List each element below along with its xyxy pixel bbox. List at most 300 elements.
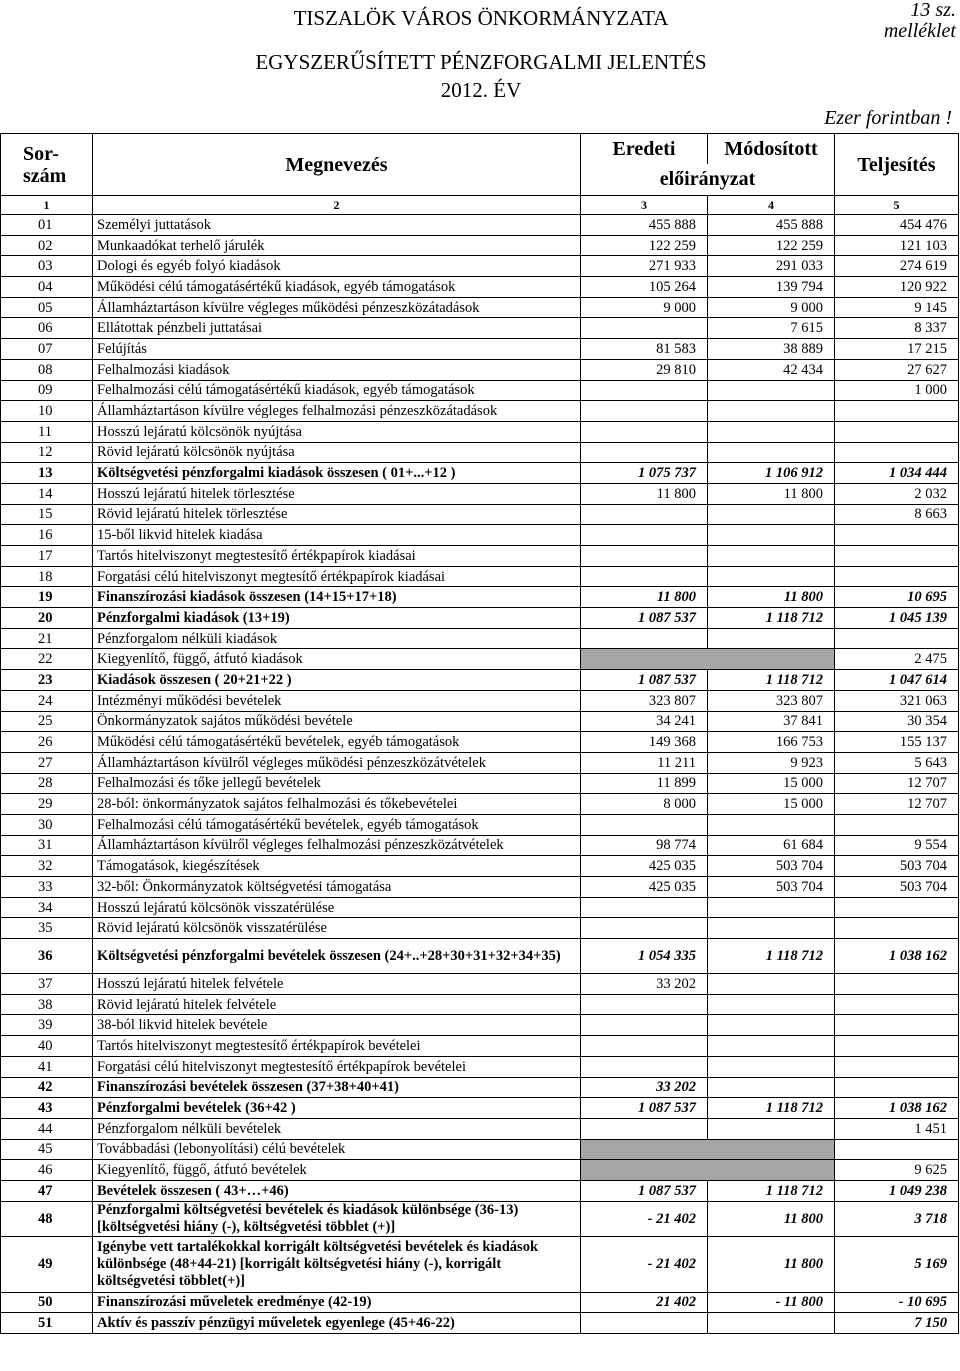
row-modositott-value: 323 807 (708, 690, 835, 711)
row-teljesites-value (835, 1056, 959, 1077)
row-label: Pénzforgalmi költségvetési bevételek és kiadások különbsége (36-13) [költségvetési hiány (-), költségvetési többlet (+)] (93, 1201, 581, 1236)
row-number: 01 (1, 215, 93, 236)
row-teljesites-value (835, 897, 959, 918)
row-teljesites-value (835, 525, 959, 546)
row-eredeti-value (581, 1160, 835, 1181)
row-teljesites-value: 8 663 (835, 504, 959, 525)
row-modositott-value: - 11 800 (708, 1292, 835, 1313)
table-row (1, 608, 959, 629)
table-row (1, 297, 959, 318)
row-label: Pénzforgalom nélküli kiadások (93, 628, 581, 649)
table-row (1, 421, 959, 442)
table-row (1, 1077, 959, 1098)
row-label: Államháztartáson kívülre végleges felhalmozási pénzeszközátadások (93, 401, 581, 422)
row-modositott-value (708, 401, 835, 422)
col-number-3: 3 (581, 196, 708, 215)
row-number: 14 (1, 483, 93, 504)
col-header-teljesites: Teljesítés (835, 134, 959, 196)
report-title: EGYSZERŰSÍTETT PÉNZFORGALMI JELENTÉS (255, 50, 707, 74)
row-modositott-value: 11 800 (708, 1201, 835, 1236)
row-modositott-value: 1 118 712 (708, 1098, 835, 1119)
row-eredeti-value: 33 202 (581, 974, 708, 995)
row-eredeti-value: 323 807 (581, 690, 708, 711)
row-teljesites-value: 321 063 (835, 690, 959, 711)
row-number: 11 (1, 421, 93, 442)
row-number: 19 (1, 587, 93, 608)
table-row (1, 835, 959, 856)
table-body (1, 215, 959, 1334)
row-modositott-value: 1 118 712 (708, 1180, 835, 1201)
row-eredeti-value: 1 087 537 (581, 670, 708, 691)
row-number: 46 (1, 1160, 93, 1181)
row-teljesites-value: 1 047 614 (835, 670, 959, 691)
row-label: Hosszú lejáratú hitelek törlesztése (93, 483, 581, 504)
row-modositott-value: 122 259 (708, 235, 835, 256)
row-modositott-value (708, 897, 835, 918)
table-row (1, 752, 959, 773)
row-eredeti-value (581, 504, 708, 525)
row-modositott-value (708, 421, 835, 442)
row-teljesites-value: 17 215 (835, 339, 959, 360)
row-teljesites-value (835, 1139, 959, 1160)
row-teljesites-value: 454 476 (835, 215, 959, 236)
row-teljesites-value (835, 994, 959, 1015)
col-header-modositott: Módosított (708, 134, 835, 164)
row-number: 49 (1, 1236, 93, 1292)
row-teljesites-value (835, 814, 959, 835)
row-eredeti-value (581, 897, 708, 918)
row-eredeti-value (581, 649, 835, 670)
row-number: 25 (1, 711, 93, 732)
row-label: Felújítás (93, 339, 581, 360)
row-eredeti-value: 34 241 (581, 711, 708, 732)
row-label: Hosszú lejáratú hitelek felvétele (93, 974, 581, 995)
row-label: Dologi és egyéb folyó kiadások (93, 256, 581, 277)
row-teljesites-value (835, 918, 959, 939)
row-eredeti-value (581, 1056, 708, 1077)
row-teljesites-value: 120 922 (835, 277, 959, 298)
row-teljesites-value (835, 421, 959, 442)
table-row (1, 690, 959, 711)
row-label: Bevételek összesen ( 43+…+46) (93, 1180, 581, 1201)
row-modositott-value: 503 704 (708, 856, 835, 877)
row-number: 29 (1, 794, 93, 815)
row-modositott-value: 1 118 712 (708, 939, 835, 974)
row-eredeti-value: 33 202 (581, 1077, 708, 1098)
row-eredeti-value: 1 087 537 (581, 1180, 708, 1201)
row-label: Finanszírozási kiadások összesen (14+15+17+18) (93, 587, 581, 608)
col-header-megnevezes: Megnevezés (93, 134, 581, 196)
row-number: 23 (1, 670, 93, 691)
row-eredeti-value: 11 899 (581, 773, 708, 794)
table-row (1, 546, 959, 567)
table-row (1, 628, 959, 649)
row-label: Hosszú lejáratú kölcsönök nyújtása (93, 421, 581, 442)
table-row (1, 463, 959, 484)
row-eredeti-value (581, 1139, 835, 1160)
row-eredeti-value: 122 259 (581, 235, 708, 256)
table-row (1, 256, 959, 277)
row-eredeti-value (581, 380, 708, 401)
table-row (1, 339, 959, 360)
row-teljesites-value: 1 034 444 (835, 463, 959, 484)
table-row (1, 1036, 959, 1057)
row-number: 34 (1, 897, 93, 918)
row-number: 26 (1, 732, 93, 753)
row-number: 47 (1, 1180, 93, 1201)
row-modositott-value: 11 800 (708, 587, 835, 608)
row-teljesites-value: 1 038 162 (835, 1098, 959, 1119)
table-row (1, 732, 959, 753)
row-number: 36 (1, 939, 93, 974)
row-eredeti-value (581, 401, 708, 422)
row-eredeti-value: 271 933 (581, 256, 708, 277)
row-modositott-value (708, 546, 835, 567)
row-modositott-value (708, 442, 835, 463)
row-label: Személyi juttatások (93, 215, 581, 236)
row-number: 03 (1, 256, 93, 277)
cashflow-table (0, 133, 959, 1334)
row-modositott-value: 37 841 (708, 711, 835, 732)
row-label: Tartós hitelviszonyt megtestesítő értékpapírok bevételei (93, 1036, 581, 1057)
row-label: Hosszú lejáratú kölcsönök visszatérülése (93, 897, 581, 918)
row-label: Finanszírozási műveletek eredménye (42-19) (93, 1292, 581, 1313)
row-number: 51 (1, 1313, 93, 1334)
col-number-2: 2 (93, 196, 581, 215)
row-number: 08 (1, 359, 93, 380)
table-row (1, 1056, 959, 1077)
table-row (1, 814, 959, 835)
table-row (1, 1180, 959, 1201)
col-header-eloiranyzat: előirányzat (581, 164, 835, 196)
col-number-1: 1 (1, 196, 93, 215)
row-number: 50 (1, 1292, 93, 1313)
row-number: 33 (1, 877, 93, 898)
row-eredeti-value: 21 402 (581, 1292, 708, 1313)
row-modositott-value: 1 118 712 (708, 670, 835, 691)
table-row (1, 483, 959, 504)
table-row (1, 994, 959, 1015)
row-number: 18 (1, 566, 93, 587)
row-label: Pénzforgalmi bevételek (36+42 ) (93, 1098, 581, 1119)
row-label: Rövid lejáratú kölcsönök visszatérülése (93, 918, 581, 939)
row-teljesites-value: 121 103 (835, 235, 959, 256)
table-row (1, 1313, 959, 1334)
row-number: 39 (1, 1015, 93, 1036)
row-number: 12 (1, 442, 93, 463)
table-row (1, 974, 959, 995)
row-number: 30 (1, 814, 93, 835)
table-row (1, 525, 959, 546)
table-row (1, 215, 959, 236)
row-eredeti-value (581, 918, 708, 939)
row-teljesites-value (835, 1036, 959, 1057)
row-modositott-value: 61 684 (708, 835, 835, 856)
row-teljesites-value: 155 137 (835, 732, 959, 753)
row-number: 35 (1, 918, 93, 939)
row-teljesites-value (835, 628, 959, 649)
row-teljesites-value: 1 038 162 (835, 939, 959, 974)
row-label: 15-ből likvid hitelek kiadása (93, 525, 581, 546)
row-teljesites-value: 9 554 (835, 835, 959, 856)
row-teljesites-value (835, 566, 959, 587)
row-eredeti-value (581, 1118, 708, 1139)
row-eredeti-value: 11 800 (581, 587, 708, 608)
row-number: 45 (1, 1139, 93, 1160)
table-row (1, 1201, 959, 1236)
row-label: Munkaadókat terhelő járulék (93, 235, 581, 256)
row-eredeti-value (581, 442, 708, 463)
row-number: 02 (1, 235, 93, 256)
table-row (1, 318, 959, 339)
table-row (1, 442, 959, 463)
row-label: Pénzforgalmi kiadások (13+19) (93, 608, 581, 629)
row-eredeti-value: 8 000 (581, 794, 708, 815)
row-eredeti-value: 81 583 (581, 339, 708, 360)
report-year: 2012. ÉV (440, 78, 522, 102)
row-label: Ellátottak pénzbeli juttatásai (93, 318, 581, 339)
row-label: Felhalmozási célú támogatásértékű kiadások, egyéb támogatások (93, 380, 581, 401)
row-teljesites-value: 10 695 (835, 587, 959, 608)
table-row (1, 504, 959, 525)
col-header-sorszam: Sor-szám (1, 134, 93, 196)
row-modositott-value: 9 000 (708, 297, 835, 318)
row-teljesites-value (835, 974, 959, 995)
table-row (1, 359, 959, 380)
row-teljesites-value: 27 627 (835, 359, 959, 380)
row-modositott-value (708, 1077, 835, 1098)
row-label: Költségvetési pénzforgalmi bevételek összesen (24+..+28+30+31+32+34+35) (93, 939, 581, 974)
row-modositott-value: 1 118 712 (708, 608, 835, 629)
row-teljesites-value: 2 475 (835, 649, 959, 670)
row-number: 28 (1, 773, 93, 794)
row-teljesites-value (835, 1015, 959, 1036)
row-modositott-value: 503 704 (708, 877, 835, 898)
table-row (1, 1098, 959, 1119)
table-row (1, 794, 959, 815)
row-label: Kiadások összesen ( 20+21+22 ) (93, 670, 581, 691)
row-teljesites-value (835, 1077, 959, 1098)
row-number: 06 (1, 318, 93, 339)
row-number: 07 (1, 339, 93, 360)
row-modositott-value (708, 918, 835, 939)
row-label: Rövid lejáratú kölcsönök nyújtása (93, 442, 581, 463)
row-eredeti-value: 1 087 537 (581, 1098, 708, 1119)
row-teljesites-value: 1 045 139 (835, 608, 959, 629)
row-label: Önkormányzatok sajátos működési bevétele (93, 711, 581, 732)
row-number: 24 (1, 690, 93, 711)
row-teljesites-value: 8 337 (835, 318, 959, 339)
table-row (1, 277, 959, 298)
row-modositott-value (708, 504, 835, 525)
row-modositott-value: 291 033 (708, 256, 835, 277)
col-header-eredeti: Eredeti (581, 134, 708, 164)
row-label: Felhalmozási célú támogatásértékű bevételek, egyéb támogatások (93, 814, 581, 835)
row-teljesites-value: 2 032 (835, 483, 959, 504)
row-eredeti-value: 1 054 335 (581, 939, 708, 974)
row-label: Igénybe vett tartalékokkal korrigált költségvetési bevételek és kiadások különbsége (48+44-21) [korrigált költségvetési hiány (-), korrigált költségvetési többlet(+)] (93, 1236, 581, 1292)
row-label: Költségvetési pénzforgalmi kiadások összesen ( 01+...+12 ) (93, 463, 581, 484)
row-number: 17 (1, 546, 93, 567)
row-eredeti-value: 149 368 (581, 732, 708, 753)
table-row (1, 856, 959, 877)
row-modositott-value (708, 1015, 835, 1036)
row-eredeti-value: 29 810 (581, 359, 708, 380)
row-teljesites-value: 9 145 (835, 297, 959, 318)
row-label: 28-ból: önkormányzatok sajátos felhalmozási és tőkebevételei (93, 794, 581, 815)
row-label: Államháztartáson kívülre végleges működési pénzeszközátadások (93, 297, 581, 318)
row-label: Működési célú támogatásértékű kiadások, egyéb támogatások (93, 277, 581, 298)
row-modositott-value (708, 1313, 835, 1334)
row-label: Kiegyenlítő, függő, átfutó kiadások (93, 649, 581, 670)
row-modositott-value (708, 1118, 835, 1139)
table-row (1, 1015, 959, 1036)
row-eredeti-value (581, 546, 708, 567)
annex-label: 13 sz. melléklet (883, 0, 956, 42)
row-modositott-value: 11 800 (708, 483, 835, 504)
row-label: 32-ből: Önkormányzatok költségvetési támogatása (93, 877, 581, 898)
table-row (1, 897, 959, 918)
row-modositott-value (708, 566, 835, 587)
row-label: Rövid lejáratú hitelek felvétele (93, 994, 581, 1015)
row-eredeti-value: - 21 402 (581, 1236, 708, 1292)
row-teljesites-value: 503 704 (835, 877, 959, 898)
table-row (1, 380, 959, 401)
row-eredeti-value (581, 994, 708, 1015)
table-row (1, 1160, 959, 1181)
table-row (1, 1236, 959, 1292)
row-label: Államháztartáson kívülről végleges felhalmozási pénzeszközátvételek (93, 835, 581, 856)
row-number: 15 (1, 504, 93, 525)
row-modositott-value (708, 1036, 835, 1057)
row-eredeti-value: 425 035 (581, 856, 708, 877)
row-label: Államháztartáson kívülről végleges működési pénzeszközátvételek (93, 752, 581, 773)
row-number: 16 (1, 525, 93, 546)
row-modositott-value: 38 889 (708, 339, 835, 360)
row-teljesites-value (835, 546, 959, 567)
row-modositott-value: 139 794 (708, 277, 835, 298)
table-row (1, 773, 959, 794)
row-modositott-value: 455 888 (708, 215, 835, 236)
table-row (1, 1139, 959, 1160)
row-label: Támogatások, kiegészítések (93, 856, 581, 877)
row-modositott-value (708, 994, 835, 1015)
row-number: 41 (1, 1056, 93, 1077)
row-teljesites-value: 1 000 (835, 380, 959, 401)
row-number: 13 (1, 463, 93, 484)
row-eredeti-value: 1 075 737 (581, 463, 708, 484)
row-modositott-value (708, 974, 835, 995)
row-modositott-value: 1 106 912 (708, 463, 835, 484)
row-number: 05 (1, 297, 93, 318)
table-row (1, 587, 959, 608)
row-modositott-value: 15 000 (708, 773, 835, 794)
row-label: Intézményi működési bevételek (93, 690, 581, 711)
row-eredeti-value (581, 1313, 708, 1334)
row-eredeti-value: 455 888 (581, 215, 708, 236)
row-number: 44 (1, 1118, 93, 1139)
table-row (1, 235, 959, 256)
row-modositott-value: 42 434 (708, 359, 835, 380)
row-eredeti-value (581, 1036, 708, 1057)
row-modositott-value (708, 814, 835, 835)
row-eredeti-value (581, 421, 708, 442)
row-eredeti-value (581, 318, 708, 339)
row-number: 37 (1, 974, 93, 995)
row-teljesites-value: 12 707 (835, 794, 959, 815)
row-eredeti-value: 98 774 (581, 835, 708, 856)
row-label: Felhalmozási kiadások (93, 359, 581, 380)
row-eredeti-value: 425 035 (581, 877, 708, 898)
table-row (1, 401, 959, 422)
row-teljesites-value: 12 707 (835, 773, 959, 794)
row-number: 42 (1, 1077, 93, 1098)
row-eredeti-value (581, 566, 708, 587)
row-modositott-value (708, 380, 835, 401)
row-teljesites-value: 5 643 (835, 752, 959, 773)
row-modositott-value: 166 753 (708, 732, 835, 753)
row-teljesites-value: 274 619 (835, 256, 959, 277)
row-eredeti-value: 9 000 (581, 297, 708, 318)
table-row (1, 566, 959, 587)
row-modositott-value (708, 1056, 835, 1077)
col-number-5: 5 (835, 196, 959, 215)
row-label: 38-ból likvid hitelek bevétele (93, 1015, 581, 1036)
row-label: Rövid lejáratú hitelek törlesztése (93, 504, 581, 525)
row-teljesites-value: 1 049 238 (835, 1180, 959, 1201)
row-modositott-value: 15 000 (708, 794, 835, 815)
row-number: 04 (1, 277, 93, 298)
report-issuer: TISZALÖK VÁROS ÖNKORMÁNYZATA (293, 6, 669, 30)
row-number: 10 (1, 401, 93, 422)
row-number: 21 (1, 628, 93, 649)
col-number-4: 4 (708, 196, 835, 215)
row-modositott-value: 9 923 (708, 752, 835, 773)
row-teljesites-value: 7 150 (835, 1313, 959, 1334)
row-teljesites-value (835, 401, 959, 422)
row-teljesites-value: 3 718 (835, 1201, 959, 1236)
row-teljesites-value: 9 625 (835, 1160, 959, 1181)
row-number: 43 (1, 1098, 93, 1119)
row-modositott-value: 7 615 (708, 318, 835, 339)
row-eredeti-value: 11 211 (581, 752, 708, 773)
table-row (1, 918, 959, 939)
row-teljesites-value: 5 169 (835, 1236, 959, 1292)
row-label: Pénzforgalom nélküli bevételek (93, 1118, 581, 1139)
row-modositott-value (708, 525, 835, 546)
row-label: Működési célú támogatásértékű bevételek, egyéb támogatások (93, 732, 581, 753)
table-row (1, 877, 959, 898)
row-label: Aktív és passzív pénzügyi műveletek egyenlege (45+46-22) (93, 1313, 581, 1334)
row-number: 22 (1, 649, 93, 670)
row-number: 27 (1, 752, 93, 773)
row-label: Tartós hitelviszonyt megtestesítő értékpapírok kiadásai (93, 546, 581, 567)
row-modositott-value (708, 628, 835, 649)
row-modositott-value: 11 800 (708, 1236, 835, 1292)
row-label: Forgatási célú hitelviszonyt megtesítő értékpapírok kiadásai (93, 566, 581, 587)
row-teljesites-value: - 10 695 (835, 1292, 959, 1313)
row-eredeti-value (581, 1015, 708, 1036)
row-eredeti-value (581, 525, 708, 546)
row-label: Forgatási célú hitelviszonyt megtestesítő értékpapírok bevételei (93, 1056, 581, 1077)
row-number: 32 (1, 856, 93, 877)
row-teljesites-value: 1 451 (835, 1118, 959, 1139)
row-number: 38 (1, 994, 93, 1015)
table-row (1, 1118, 959, 1139)
row-label: Kiegyenlítő, függő, átfutó bevételek (93, 1160, 581, 1181)
table-row (1, 711, 959, 732)
table-row (1, 670, 959, 691)
